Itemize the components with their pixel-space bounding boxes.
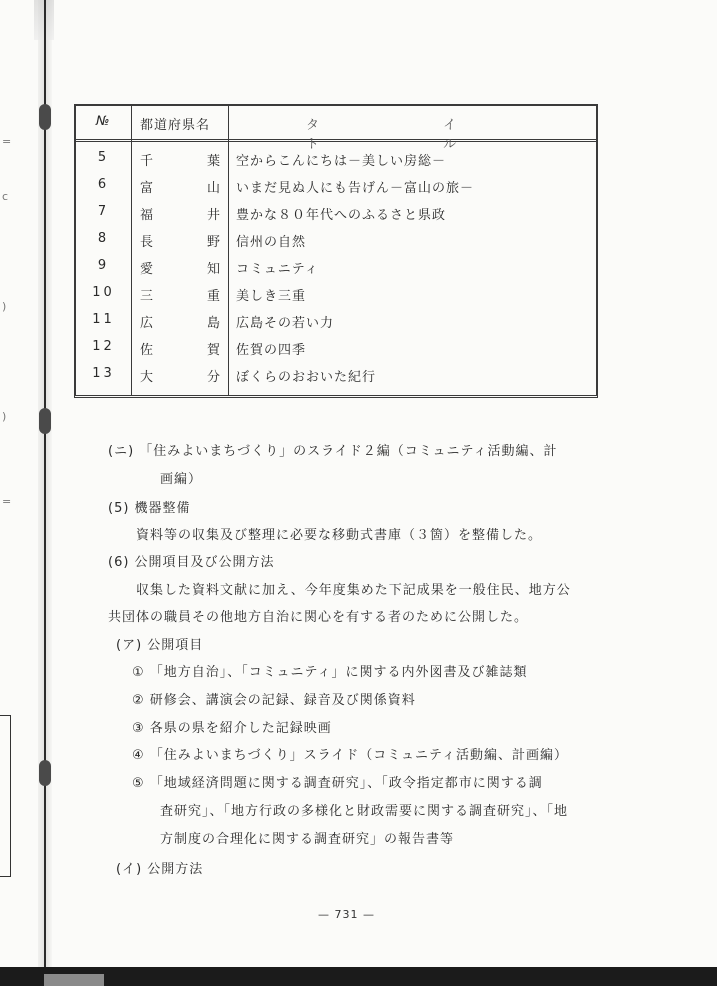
pref-char: 井	[206, 208, 220, 223]
header-no: №	[96, 114, 110, 129]
row-title: 信州の自然	[236, 235, 307, 250]
pref-char: 富	[140, 181, 154, 196]
pref-char: 愛	[140, 262, 154, 277]
pref-char: 野	[206, 235, 220, 250]
list-item: ① 「地方自治」、「コミュニティ」に関する内外図書及び雑誌類	[132, 665, 528, 680]
margin-bracket	[0, 715, 11, 877]
pref-char: 千	[140, 154, 154, 169]
row-number: 7	[97, 204, 110, 219]
table-row	[76, 227, 596, 254]
margin-mark: =	[2, 495, 12, 508]
pref-char: 分	[206, 370, 220, 385]
pref-char: 重	[206, 289, 220, 304]
row-title: 空からこんにちは－美しい房総－	[236, 154, 447, 169]
list-item-cont: 方制度の合理化に関する調査研究」の報告書等	[160, 832, 455, 847]
section-equipment-text: 資料等の収集及び整理に必要な移動式書庫（３箇）を整備した。	[136, 528, 543, 543]
binding-edge	[44, 0, 46, 986]
row-title: 豊かな８０年代へのふるさと県政	[236, 208, 447, 223]
table-row	[76, 308, 596, 335]
row-number: 13	[92, 366, 115, 381]
publication-paragraph: 収集した資料文献に加え、今年度集めた下記成果を一般住民、地方公	[136, 583, 571, 598]
header-title: タ イ ト ル	[306, 118, 517, 152]
list-item: ④ 「住みよいまちづくり」スライド（コミュニティ活動編、計画編）	[132, 748, 568, 763]
scan-bottom-mark	[44, 974, 104, 986]
table-row	[76, 335, 596, 362]
row-number: 6	[97, 177, 110, 192]
row-number: 12	[92, 339, 115, 354]
margin-mark: =	[2, 135, 12, 148]
pref-char: 山	[206, 181, 220, 196]
pref-char: 賀	[206, 343, 220, 358]
row-title: いまだ見ぬ人にも告げん－富山の旅－	[236, 181, 475, 196]
page-number: — 731 —	[318, 908, 375, 921]
pref-char: 葉	[206, 154, 220, 169]
pref-char: 佐	[140, 343, 154, 358]
binding-ring	[39, 760, 51, 786]
margin-mark: )	[2, 410, 7, 423]
row-title: 佐賀の四季	[236, 343, 307, 358]
row-title: ぼくらのおおいた紀行	[236, 370, 377, 385]
list-item: ⑤ 「地域経済問題に関する調査研究」、「政令指定都市に関する調	[132, 776, 543, 791]
margin-mark: )	[2, 300, 7, 313]
pref-char: 広	[140, 316, 154, 331]
margin-mark: c	[2, 190, 9, 203]
header-prefecture: 都道府県名	[140, 118, 211, 133]
row-title: 美しき三重	[236, 289, 307, 304]
section-publication-heading: (6) 公開項目及び公開方法	[108, 555, 275, 570]
pref-char: 福	[140, 208, 154, 223]
table-row	[76, 254, 596, 281]
binding-ring	[39, 408, 51, 434]
list-item: ② 研修会、講演会の記録、録音及び関係資料	[132, 693, 416, 708]
publication-paragraph-cont: 共団体の職員その他地方自治に関心を有する者のために公開した。	[108, 610, 529, 625]
table-row	[76, 200, 596, 227]
item-slide-set-cont: 画編）	[160, 472, 203, 487]
pref-char: 三	[140, 289, 154, 304]
pref-char: 長	[140, 235, 154, 250]
row-title: 広島その若い力	[236, 316, 335, 331]
pref-char: 知	[206, 262, 220, 277]
row-number: 10	[92, 285, 115, 300]
pref-char: 大	[140, 370, 154, 385]
subsection-items-heading: (ア) 公開項目	[116, 638, 204, 653]
row-title: コミュニティ	[236, 262, 319, 277]
binding-ring	[39, 104, 51, 130]
list-item: ③ 各県の県を紹介した記録映画	[132, 721, 332, 736]
row-number: 8	[97, 231, 110, 246]
table-row	[76, 362, 596, 389]
list-item-cont: 査研究」、「地方行政の多様化と財政需要に関する調査研究」、「地	[160, 804, 569, 819]
subsection-method-heading: (イ) 公開方法	[116, 862, 204, 877]
item-slide-set: (ニ) 「住みよいまちづくり」のスライド２編（コミュニティ活動編、計	[108, 444, 558, 459]
row-number: 11	[92, 312, 115, 327]
row-number: 5	[97, 150, 110, 165]
table-row	[76, 146, 596, 173]
prefecture-film-table	[74, 104, 598, 398]
section-equipment-heading: (5) 機器整備	[108, 501, 191, 516]
table-row	[76, 173, 596, 200]
pref-char: 島	[206, 316, 220, 331]
table-header	[76, 106, 596, 152]
table-row	[76, 281, 596, 308]
scan-bottom-edge	[0, 967, 717, 986]
row-number: 9	[97, 258, 110, 273]
